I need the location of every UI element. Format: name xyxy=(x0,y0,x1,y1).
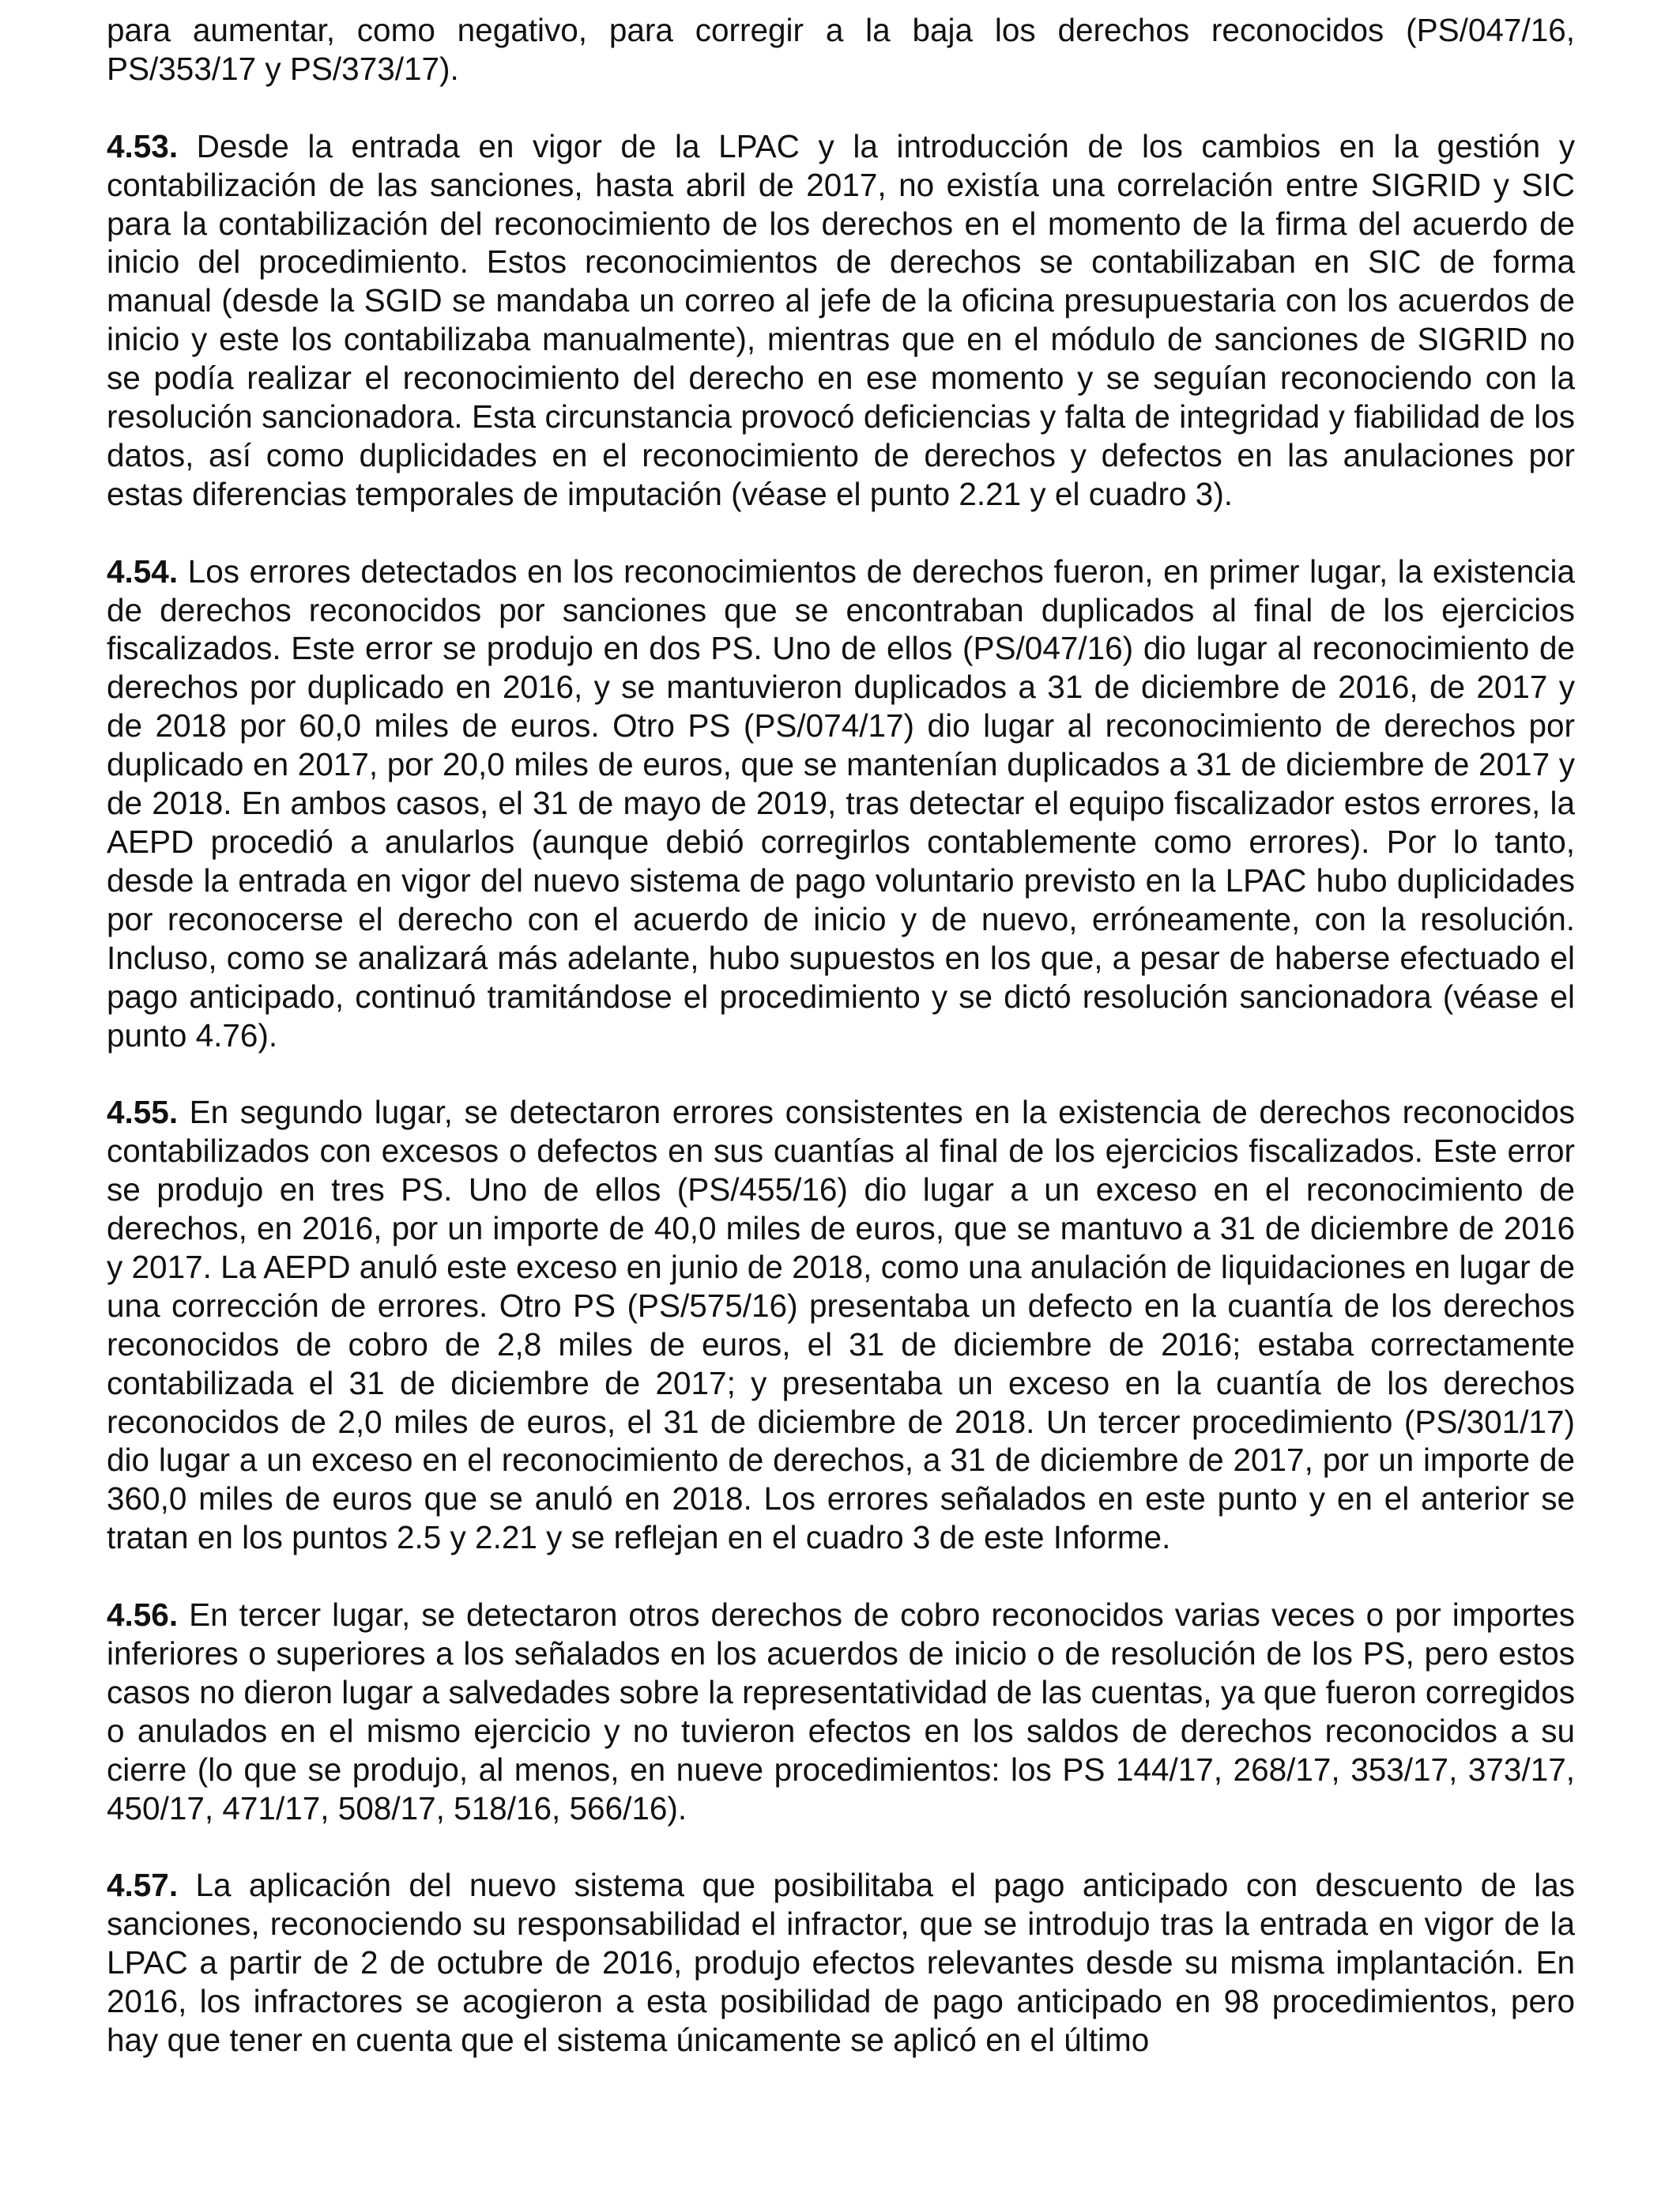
paragraph-text: En segundo lugar, se detectaron errores consistentes en la existencia de derechos reconocidos contabilizados con excesos o defectos en sus cuantías al final de los ejercicios fiscalizados. Este error se produjo en tres PS. Uno de ellos (PS/455/16) dio lugar a un exceso en el reconocimiento de derechos, en 2016, por un importe de 40,0 miles de euros, que se mantuvo a 31 de diciembre de 2016 y 2017. La AEPD anuló este exceso en junio de 2018, como una anulación de liquidaciones en lugar de una corrección de errores. Otro PS (PS/575/16) presentaba un defecto en la cuantía de los derechos reconocidos de cobro de 2,8 miles de euros, el 31 de diciembre de 2016; estaba correctamente contabilizada el 31 de diciembre de 2017; y presentaba un exceso en la cuantía de los derechos reconocidos de 2,0 miles de euros, el 31 de diciembre de 2018. Un tercer procedimiento (PS/301/17) dio lugar a un exceso en el reconocimiento de derechos, a 31 de diciembre de 2017, por un importe de 360,0 miles de euros que se anuló en 2018. Los errores señalados en este punto y en el anterior se tratan en los puntos 2.5 y 2.21 y se reflejan en el cuadro 3 de este Informe. xyxy=(107,1094,1575,1556)
paragraph-number: 4.57. xyxy=(107,1867,179,1904)
paragraph-continuation xyxy=(107,11,1575,89)
paragraph-text: Desde la entrada en vigor de la LPAC y la introducción de los cambios en la gestión y contabilización de las sanciones, hasta abril de 2017, no existía una correlación entre SIGRID y SIC para la contabilización del reconocimiento de los derechos en el momento de la firma del acuerdo de inicio del procedimiento. Estos reconocimientos de derechos se contabilizaban en SIC de forma manual (desde la SGID se mandaba un correo al jefe de la oficina presupuestaria con los acuerdos de inicio y este los contabilizaba manualmente), mientras que en el módulo de sanciones de SIGRID no se podía realizar el reconocimiento del derecho en ese momento y se seguían reconociendo con la resolución sancionadora. Esta circunstancia provocó deficiencias y falta de integridad y fiabilidad de los datos, así como duplicidades en el reconocimiento de derechos y defectos en las anulaciones por estas diferencias temporales de imputación (véase el punto 2.21 y el cuadro 3). xyxy=(107,127,1575,512)
paragraph-text: para aumentar, como negativo, para corregir a la baja los derechos reconocidos (PS/047/16, PS/353/17 y PS/373/17). xyxy=(107,12,1575,87)
paragraph-4-55 xyxy=(107,1093,1575,1557)
paragraph-number: 4.55. xyxy=(107,1094,179,1131)
paragraph-text: En tercer lugar, se detectaron otros derechos de cobro reconocidos varias veces o por importes inferiores o superiores a los señalados en los acuerdos de inicio o de resolución de los PS, pero estos casos no dieron lugar a salvedades sobre la representatividad de las cuentas, ya que fueron corregidos o anulados en el mismo ejercicio y no tuvieron efectos en los saldos de derechos reconocidos a su cierre (lo que se produjo, al menos, en nueve procedimientos: los PS 144/17, 268/17, 353/17, 373/17, 450/17, 471/17, 508/17, 518/16, 566/16). xyxy=(107,1596,1575,1826)
paragraph-4-54 xyxy=(107,552,1575,1055)
paragraph-number: 4.56. xyxy=(107,1596,179,1634)
paragraph-text: La aplicación del nuevo sistema que posibilitaba el pago anticipado con descuento de las sanciones, reconociendo su responsabilidad el infractor, que se introdujo tras la entrada en vigor de la LPAC a partir de 2 de octubre de 2016, produjo efectos relevantes desde su misma implantación. En 2016, los infractores se acogieron a esta posibilidad de pago anticipado en 98 procedimientos, pero hay que tener en cuenta que el sistema únicamente se aplicó en el último xyxy=(107,1867,1575,2059)
paragraph-text: Los errores detectados en los reconocimientos de derechos fueron, en primer lugar, la existencia de derechos reconocidos por sanciones que se encontraban duplicados al final de los ejercicios fiscalizados. Este error se produjo en dos PS. Uno de ellos (PS/047/16) dio lugar al reconocimiento de derechos por duplicado en 2016, y se mantuvieron duplicados a 31 de diciembre de 2016, de 2017 y de 2018 por 60,0 miles de euros. Otro PS (PS/074/17) dio lugar al reconocimiento de derechos por duplicado en 2017, por 20,0 miles de euros, que se mantenían duplicados a 31 de diciembre de 2017 y de 2018. En ambos casos, el 31 de mayo de 2019, tras detectar el equipo fiscalizador estos errores, la AEPD procedió a anularlos (aunque debió corregirlos contablemente como errores). Por lo tanto, desde la entrada en vigor del nuevo sistema de pago voluntario previsto en la LPAC hubo duplicidades por reconocerse el derecho con el acuerdo de inicio y de nuevo, erróneamente, con la resolución. Incluso, como se analizará más adelante, hubo supuestos en los que, a pesar de haberse efectuado el pago anticipado, continuó tramitándose el procedimiento y se dictó resolución sancionadora (véase el punto 4.76). xyxy=(107,552,1575,1054)
document-page xyxy=(107,11,1575,2098)
paragraph-number: 4.53. xyxy=(107,127,179,164)
paragraph-4-56 xyxy=(107,1596,1575,1827)
paragraph-4-57 xyxy=(107,1866,1575,2060)
paragraph-number: 4.54. xyxy=(107,552,179,590)
paragraph-4-53 xyxy=(107,127,1575,514)
